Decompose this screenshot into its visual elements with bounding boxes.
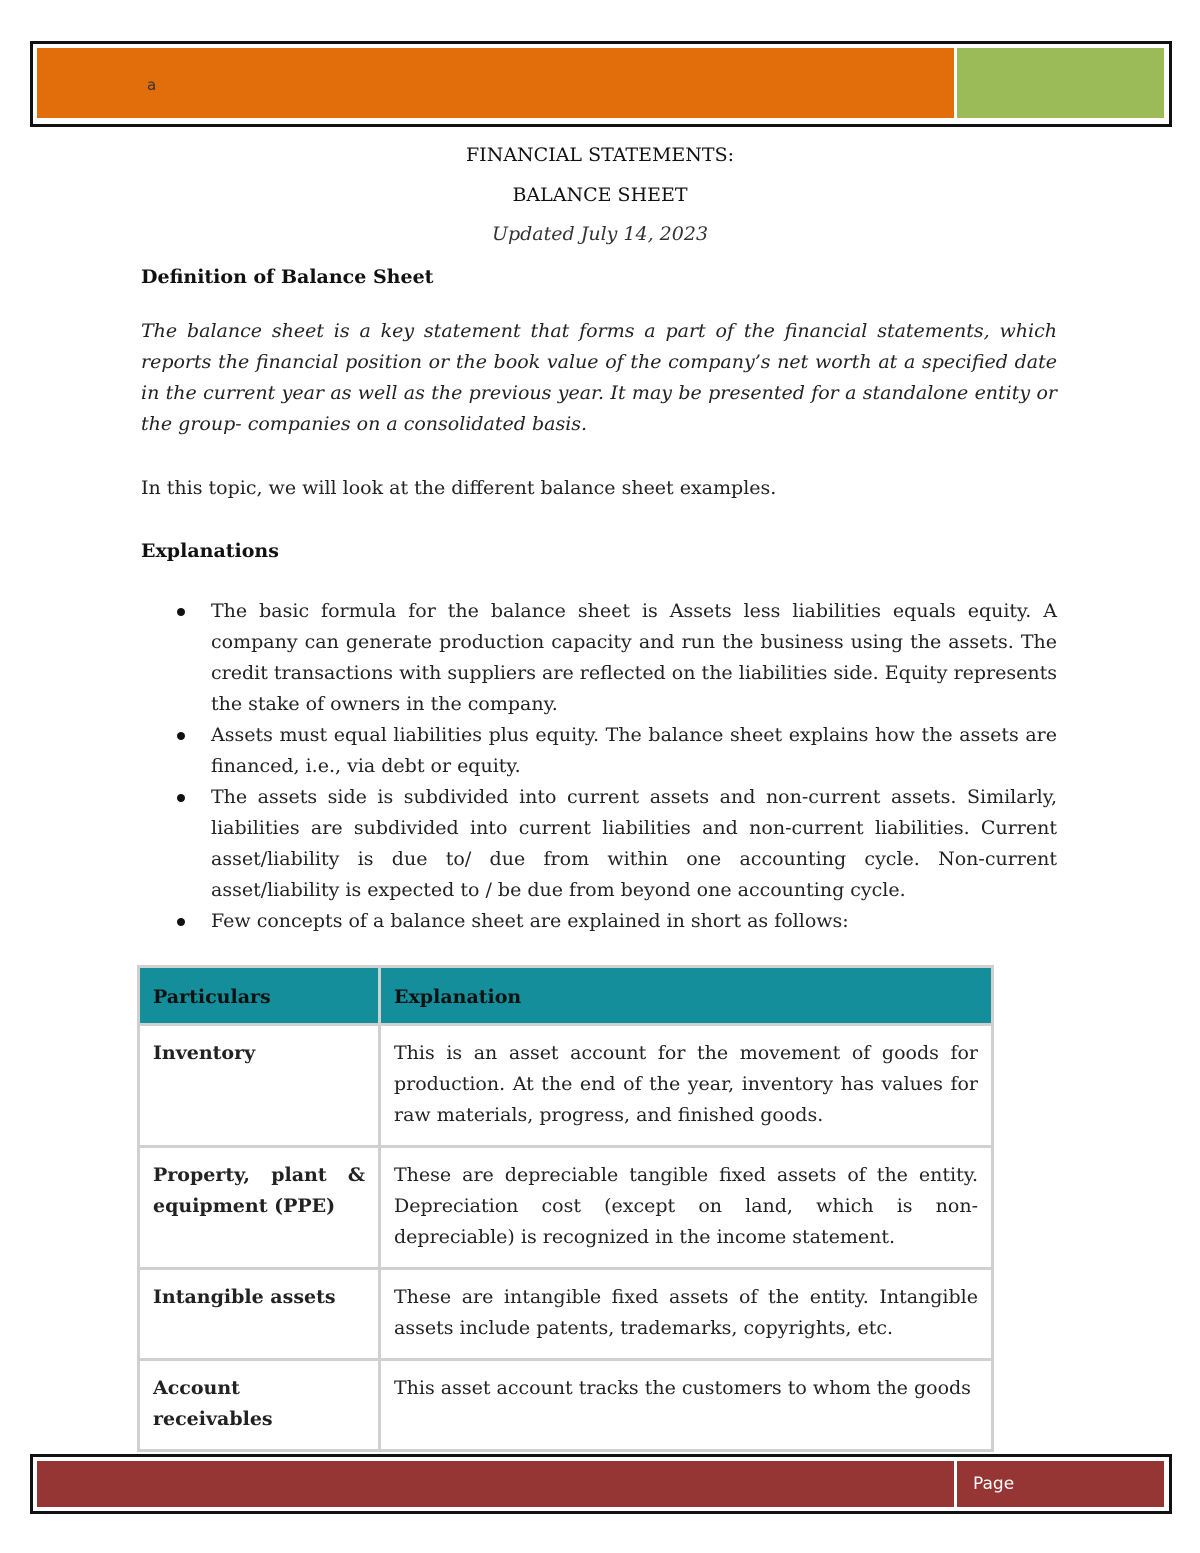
explanation-cell: This is an asset account for the movement of goods for production. At the end of the year, inventory has values for raw materials, progress, and finished goods. [381,1026,991,1145]
header-text: a [147,76,157,94]
footer-bar [37,1461,954,1507]
explanation-cell: These are depreciable tangible fixed assets of the entity. Depreciation cost (except on land, which is non-depreciable) is recognized in the income statement. [381,1148,991,1267]
list-item [141,596,1057,720]
definition-text: The balance sheet is a key statement that forms a part of the financial statements, which reports the financial position or the book value of the company’s net worth at a specified date in the current year as well as the previous year. It may be presented for a standalone entity or the group- companies on a consolidated basis. [141,320,1057,435]
list-item [141,782,1057,906]
explanations-heading: Explanations [141,540,279,562]
particular-cell: Account receivables [140,1361,378,1449]
particular-cell: Property, plant & equipment (PPE) [140,1148,378,1267]
bullet-text: The assets side is subdivided into current assets and non-current assets. Similarly, liabilities are subdivided into current liabilities and non-current liabilities. Current asset/liability is due to/ due from within one accounting cycle. Non-current asset/liability is expected to / be due from beyond one accounting cycle. [211,786,1057,901]
bullet-text: The basic formula for the balance sheet is Assets less liabilities equals equity. A company can generate production capacity and run the business using the assets. The credit transactions with suppliers are reflected on the liabilities side. Equity represents the stake of owners in the company. [211,600,1057,715]
explanations-list [141,596,1057,937]
column-header-particulars: Particulars [140,968,378,1023]
document-subtitle: BALANCE SHEET [512,184,688,206]
bullet-text: Few concepts of a balance sheet are explained in short as follows: [211,910,849,932]
document-title: FINANCIAL STATEMENTS: [466,144,734,166]
list-item [141,906,1057,937]
footer-band [30,1454,1172,1514]
table-row [140,1270,991,1358]
header-green-block [957,48,1164,118]
bullet-text: Assets must equal liabilities plus equity. The balance sheet explains how the assets are financed, i.e., via debt or equity. [211,724,1057,777]
bullet-icon [177,794,185,802]
definition-heading: Definition of Balance Sheet [141,266,434,288]
table-row [140,1026,991,1145]
page-label: Page [973,1474,1015,1494]
table-row [140,1361,991,1449]
footer-page-block [957,1461,1164,1507]
concepts-table-wrapper [137,965,994,1430]
explanation-cell: This asset account tracks the customers to whom the goods [381,1361,991,1449]
bullet-icon [177,608,185,616]
list-item [141,720,1057,782]
bullet-icon [177,918,185,926]
intro-text: In this topic, we will look at the different balance sheet examples. [141,477,777,499]
bullet-icon [177,732,185,740]
concepts-table [137,965,994,1452]
column-header-explanation: Explanation [381,968,991,1023]
particular-cell: Intangible assets [140,1270,378,1358]
header-band [30,41,1172,127]
table-header-row [140,968,991,1023]
header-orange-bar [37,48,954,118]
table-row [140,1148,991,1267]
explanation-cell: These are intangible fixed assets of the entity. Intangible assets include patents, trademarks, copyrights, etc. [381,1270,991,1358]
particular-cell: Inventory [140,1026,378,1145]
updated-date: Updated July 14, 2023 [491,223,709,245]
